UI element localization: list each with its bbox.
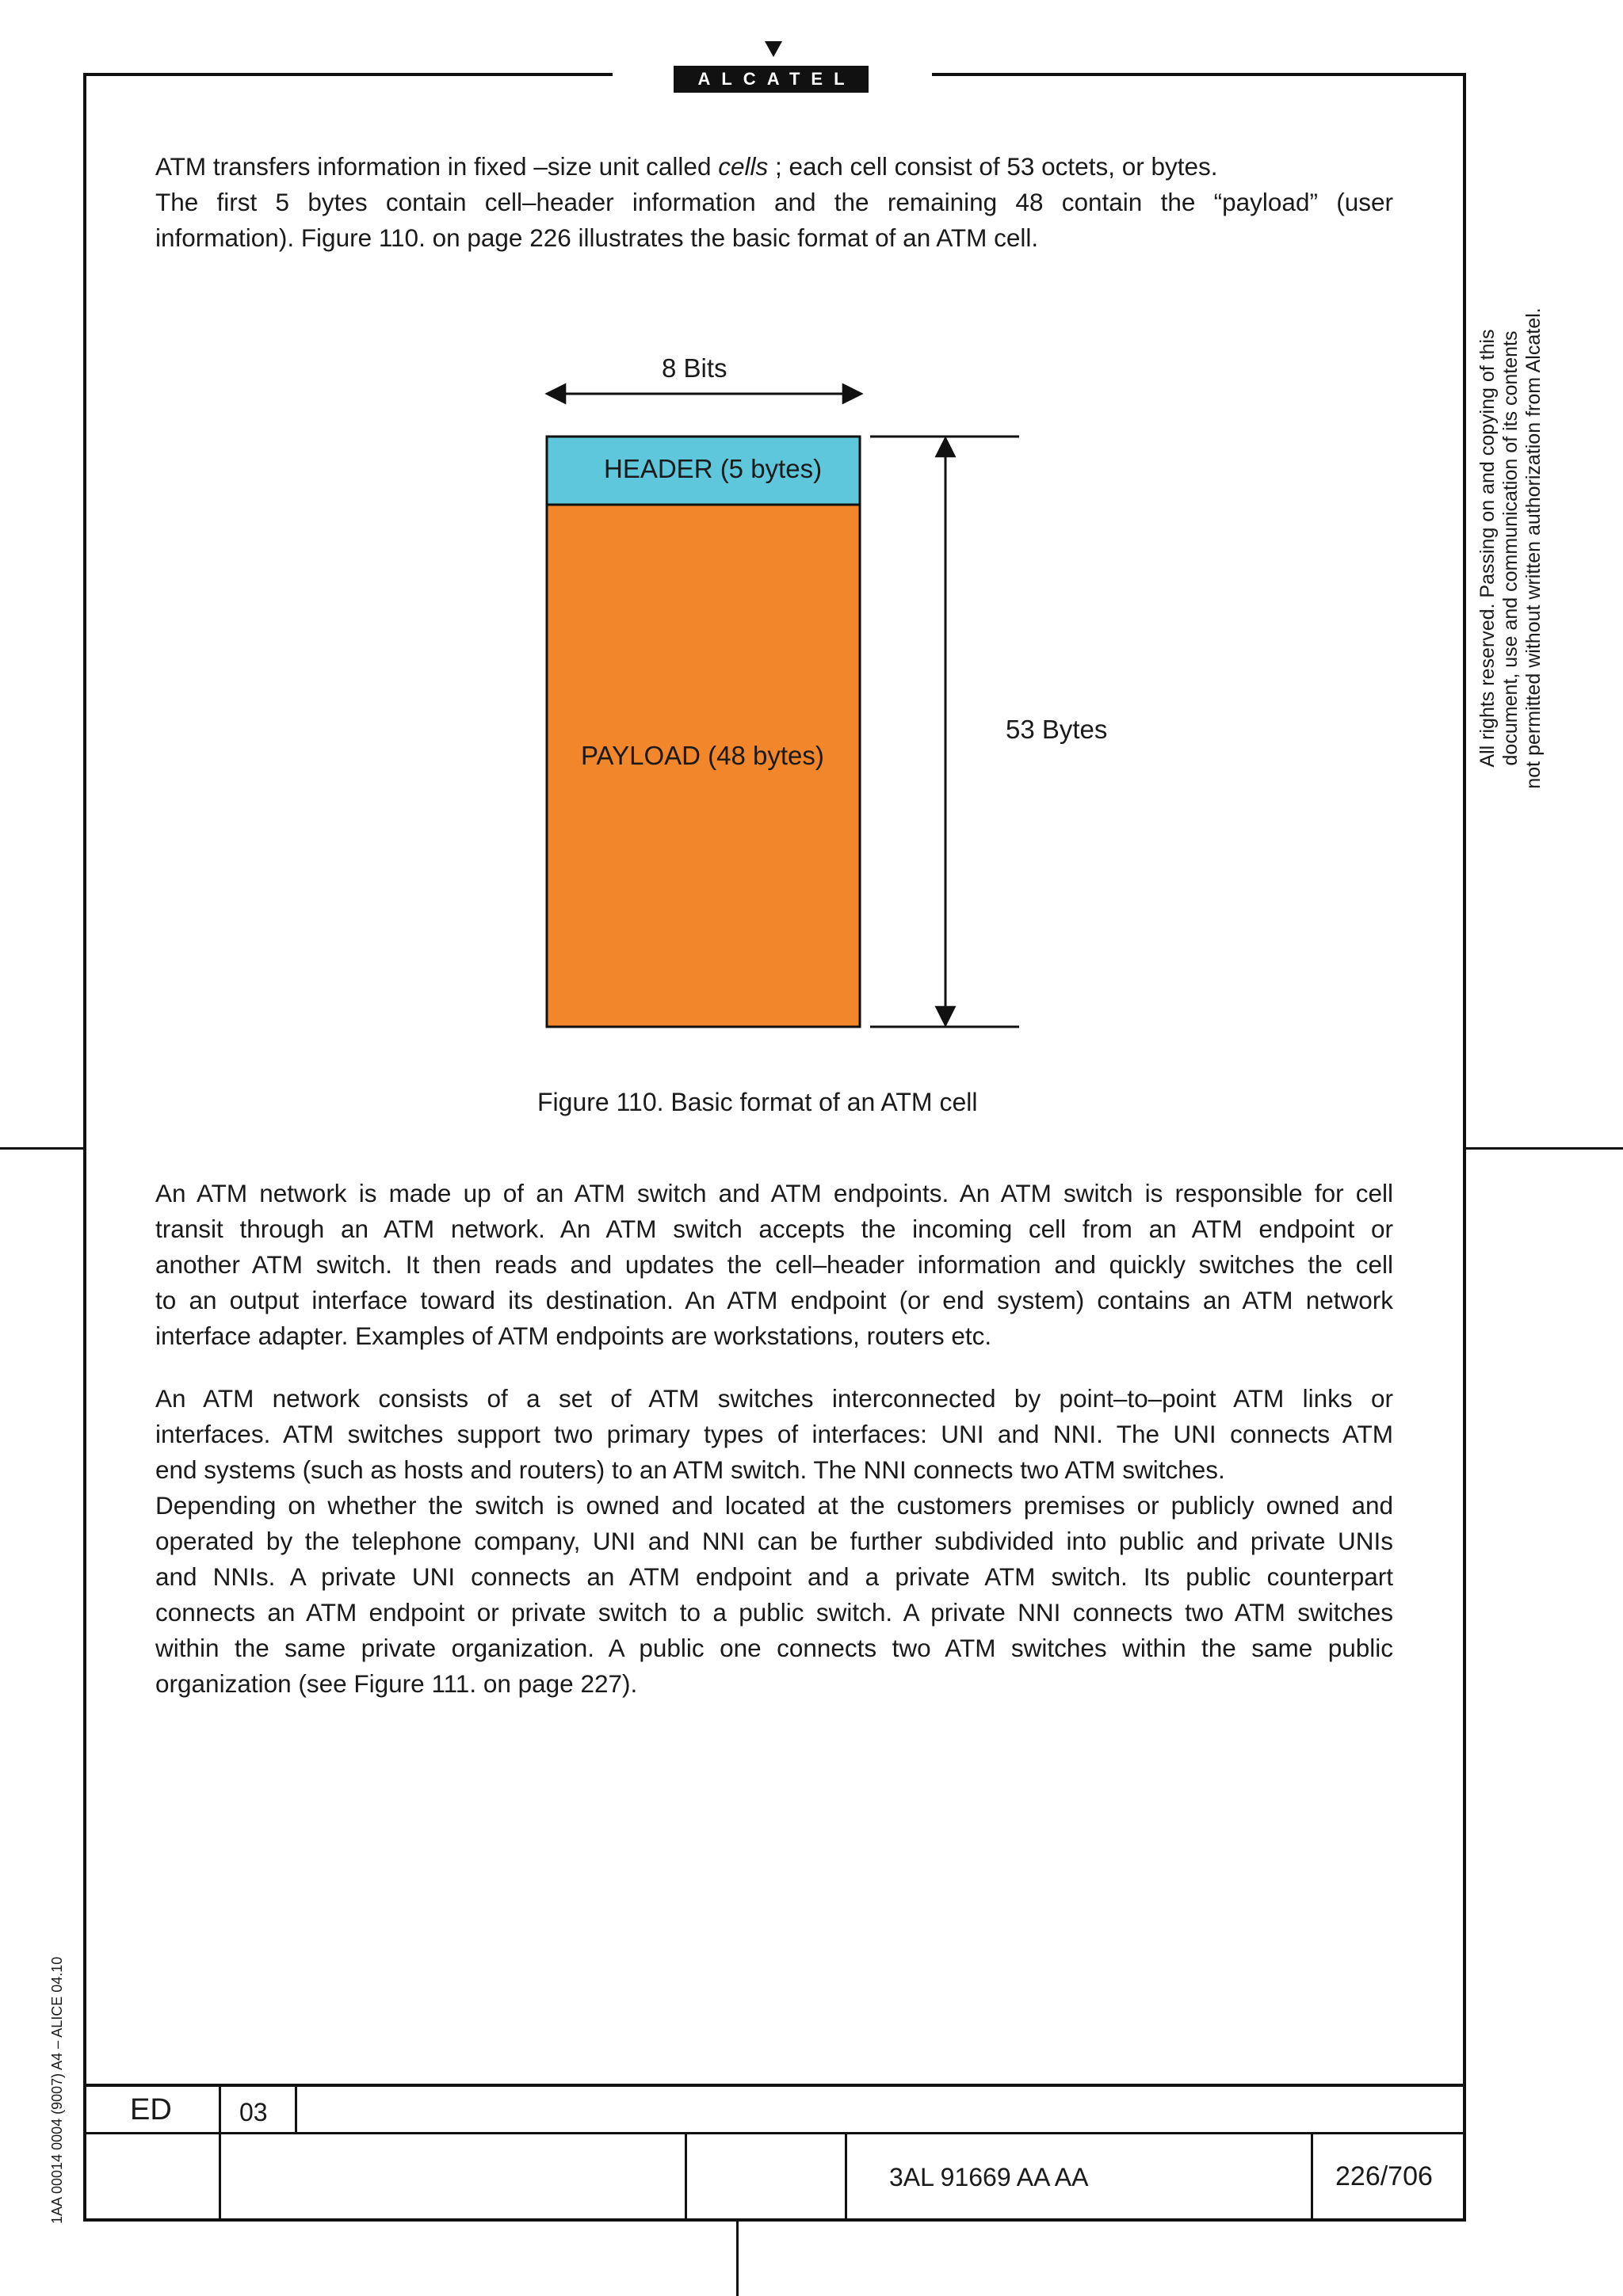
body-paragraph-2: [155, 1381, 1393, 1702]
intro-line-3: information). Figure 110. on page 226 illustrates the basic format of an ATM cell.: [155, 223, 1039, 252]
body-paragraph-1: [155, 1176, 1393, 1354]
p2-line: end systems (such as hosts and routers) to an ATM switch. The NNI connects two ATM switches.: [155, 1455, 1225, 1484]
p1-line: interface adapter. Examples of ATM endpoints are workstations, routers etc.: [155, 1322, 992, 1350]
height-label: 53 Bytes: [1006, 715, 1108, 744]
frame-bottom: [83, 2218, 1466, 2222]
payload-label: PAYLOAD (48 bytes): [581, 741, 824, 770]
p1-line: An ATM network is made up of an ATM switch and ATM endpoints. An ATM switch is responsible for cell: [155, 1179, 1393, 1207]
p1-line: to an output interface toward its destination. An ATM endpoint (or end system) contains an ATM network: [155, 1286, 1393, 1314]
footer-mid-line: [83, 2132, 1466, 2134]
document-reference: 3AL 91669 AA AA: [889, 2163, 1089, 2191]
bottom-center-mark: [736, 2222, 739, 2296]
intro-line-1: ATM transfers information in fixed –size unit called cells ; each cell consist of 53 octets, or bytes.: [155, 152, 1218, 181]
p1-line: another ATM switch. It then reads and updates the cell–header information and quickly switches the cell: [155, 1250, 1393, 1279]
fold-mark-left: [0, 1147, 83, 1150]
footer-top-line: [83, 2084, 1466, 2087]
width-label: 8 Bits: [662, 353, 727, 383]
ed-label: ED: [130, 2093, 172, 2126]
footer-col-4: [845, 2133, 847, 2220]
cells-term: cells: [718, 152, 769, 181]
p2-line: connects an ATM endpoint or private switch to a public switch. A private NNI connects two ATM switches: [155, 1598, 1393, 1627]
p2-line: organization (see Figure 111. on page 227).: [155, 1669, 638, 1698]
form-code: 1AA 00014 0004 (9007) A4 – ALICE 04.10: [49, 1956, 65, 2224]
page-number: 226/706: [1335, 2161, 1433, 2191]
footer-col-5: [1311, 2133, 1313, 2220]
p2-line: An ATM network consists of a set of ATM switches interconnected by point–to–point ATM links or: [155, 1384, 1393, 1413]
rights-notice: All rights reserved. Passing on and copying of this document, use and communication of its contents not permitted without written authorization from Alcatel.: [1476, 307, 1545, 789]
logo-text: ALCATEL: [697, 69, 856, 89]
p2-line: operated by the telephone company, UNI and NNI can be further subdivided into public and private UNIs: [155, 1527, 1393, 1555]
ed-value: 03: [239, 2098, 268, 2126]
p2-line: and NNIs. A private UNI connects an ATM endpoint and a private ATM switch. Its public counterpart: [155, 1562, 1393, 1591]
fold-mark-right: [1466, 1147, 1623, 1150]
p2-line: Depending on whether the switch is owned and located at the customers premises or publicly owned and: [155, 1491, 1393, 1520]
footer-col-3: [685, 2133, 687, 2220]
p1-line: transit through an ATM network. An ATM switch accepts the incoming cell from an ATM endpoint or: [155, 1215, 1393, 1243]
p2-line: interfaces. ATM switches support two primary types of interfaces: UNI and NNI. The UNI connects ATM: [155, 1420, 1393, 1448]
figure-caption: Figure 110. Basic format of an ATM cell: [537, 1088, 978, 1116]
footer-col-2: [295, 2084, 297, 2133]
intro-line-2: The first 5 bytes contain cell–header information and the remaining 48 contain the “payload” (user: [155, 188, 1393, 216]
atm-cell-diagram: [0, 0, 1623, 1109]
p2-line: within the same private organization. A public one connects two ATM switches within the same public: [155, 1634, 1393, 1662]
header-label: HEADER (5 bytes): [604, 454, 823, 483]
footer-col-1: [219, 2084, 221, 2220]
